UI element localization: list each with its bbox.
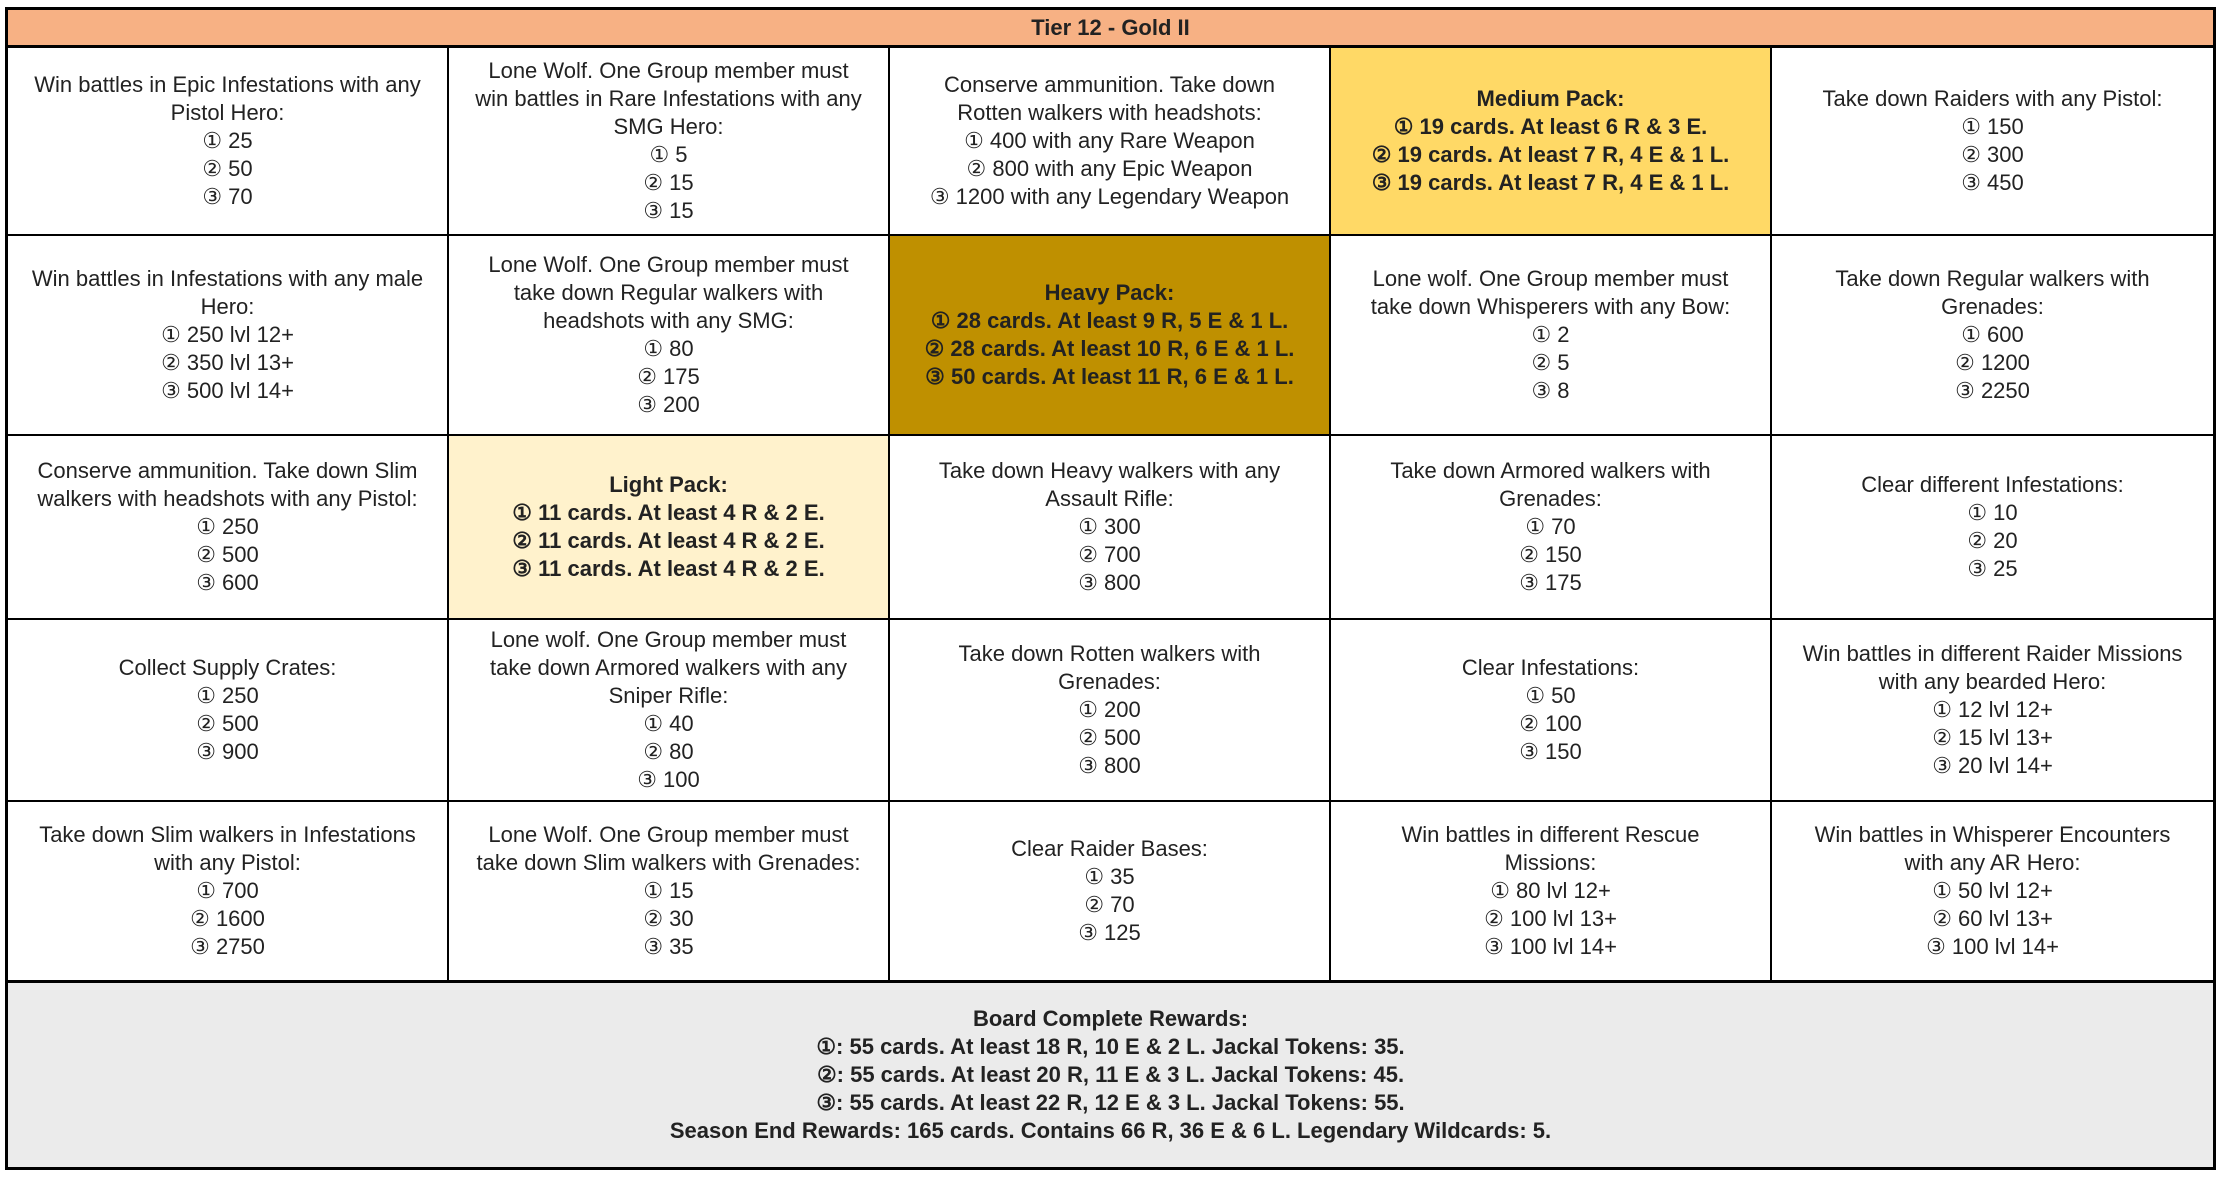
challenge-cell (1331, 620, 1772, 802)
challenge-cell (1772, 48, 2213, 236)
cell-text-line: ③ 15 (643, 198, 694, 223)
cell-text-line: Rotten walkers with headshots: (957, 100, 1262, 125)
cell-heading-line: Medium Pack: (1476, 86, 1625, 111)
cell-text-line: take down Regular walkers with (513, 280, 824, 305)
cell-text-line: ③ 70 (202, 184, 253, 209)
cell-text-line: ③ 20 lvl 14+ (1932, 753, 2053, 778)
cell-text-line: ① 40 (643, 711, 694, 736)
pack-reward-cell (449, 436, 890, 620)
cell-text-line: ① 150 (1961, 114, 2024, 139)
cell-text-line: ② 800 with any Epic Weapon (966, 156, 1253, 181)
cell-heading-line: Conserve ammunition. Take down (944, 72, 1275, 97)
cell-heading-line: Win battles in different Raider Missions (1802, 641, 2183, 666)
challenge-cell (1331, 436, 1772, 620)
cell-text-line: ① 12 lvl 12+ (1932, 697, 2053, 722)
cell-text-line: Sniper Rifle: (608, 683, 729, 708)
challenge-cell (1772, 620, 2213, 802)
board-title: Tier 12 - Gold II (8, 10, 2213, 48)
cell-heading-line: Lone Wolf. One Group member must (488, 58, 849, 83)
cell-text-line: ③ 8 (1531, 378, 1570, 403)
cell-text-line: ② 175 (637, 364, 700, 389)
cell-heading-line: Conserve ammunition. Take down Slim (37, 458, 418, 483)
cell-text-line: ② 500 (196, 542, 259, 567)
cell-text-line: ③ 150 (1519, 739, 1582, 764)
challenge-cell (890, 802, 1331, 982)
cell-text-line: ② 80 (643, 739, 694, 764)
cell-text-line: Missions: (1504, 850, 1597, 875)
cell-text-line: ① 80 (643, 336, 694, 361)
cell-text-line: ③ 2750 (190, 934, 265, 959)
footer-line: Season End Rewards: 165 cards. Contains 66 R, 36 E & 6 L. Legendary Wildcards: 5. (669, 1118, 1552, 1143)
cell-text-line: ③ 1200 with any Legendary Weapon (929, 184, 1290, 209)
challenge-cell (8, 436, 449, 620)
cell-text-line: ① 600 (1961, 322, 2024, 347)
cell-text-line: ② 350 lvl 13+ (161, 350, 294, 375)
cell-text-line: ① 300 (1078, 514, 1141, 539)
cell-text-line: ③ 600 (196, 570, 259, 595)
cell-text-line: ① 15 (643, 878, 694, 903)
cell-text-line: SMG Hero: (613, 114, 724, 139)
cell-text-line: ① 70 (1525, 514, 1576, 539)
cell-text-line: ② 15 lvl 13+ (1932, 725, 2053, 750)
cell-text-line: ② 20 (1967, 528, 2018, 553)
cell-text-line: ① 10 (1967, 500, 2018, 525)
cell-text-line: ③ 11 cards. At least 4 R & 2 E. (512, 556, 825, 581)
cell-text-line: ② 50 (202, 156, 253, 181)
cell-text-line: ③ 100 lvl 14+ (1926, 934, 2059, 959)
challenge-cell (890, 48, 1331, 236)
cell-text-line: ② 700 (1078, 542, 1141, 567)
cell-heading-line: Take down Armored walkers with (1390, 458, 1711, 483)
cell-text-line: with any AR Hero: (1904, 850, 2081, 875)
challenge-cell (1331, 802, 1772, 982)
pack-reward-cell (890, 236, 1331, 436)
footer-line: ②: 55 cards. At least 20 R, 11 E & 3 L. Jackal Tokens: 45. (816, 1062, 1405, 1087)
cell-text-line: ③ 19 cards. At least 7 R, 4 E & 1 L. (1371, 170, 1730, 195)
cell-text-line: ③ 800 (1078, 753, 1141, 778)
cell-text-line: ① 28 cards. At least 9 R, 5 E & 1 L. (930, 308, 1289, 333)
cell-text-line: ③ 50 cards. At least 11 R, 6 E & 1 L. (925, 364, 1294, 389)
footer-heading: Board Complete Rewards: (972, 1006, 1249, 1031)
cell-text-line: Grenades: (1499, 486, 1602, 511)
cell-text-line: ① 5 (649, 142, 688, 167)
challenge-cell (1772, 436, 2213, 620)
cell-text-line: ② 100 (1519, 711, 1582, 736)
cell-heading-line: Clear Raider Bases: (1011, 836, 1208, 861)
challenge-cell (8, 236, 449, 436)
cell-text-line: ① 700 (196, 878, 259, 903)
rewards-board (5, 7, 2216, 1170)
cell-heading-line: Lone wolf. One Group member must (1372, 266, 1729, 291)
cell-heading-line: Take down Heavy walkers with any (938, 458, 1281, 483)
cell-heading-line: Light Pack: (609, 472, 728, 497)
cell-text-line: ② 28 cards. At least 10 R, 6 E & 1 L. (924, 336, 1295, 361)
challenge-cell (1331, 236, 1772, 436)
cell-heading-line: Win battles in Whisperer Encounters (1814, 822, 2171, 847)
cell-heading-line: Lone Wolf. One Group member must (488, 252, 849, 277)
challenge-cell (1772, 802, 2213, 982)
cell-heading-line: Take down Rotten walkers with (958, 641, 1261, 666)
cell-text-line: ② 500 (196, 711, 259, 736)
cell-heading-line: Take down Slim walkers in Infestations (39, 822, 416, 847)
cell-text-line: ③ 100 (637, 767, 700, 792)
cell-text-line: ② 100 lvl 13+ (1484, 906, 1617, 931)
cell-text-line: ① 2 (1531, 322, 1570, 347)
cell-text-line: Grenades: (1058, 669, 1161, 694)
cell-heading-line: Heavy Pack: (1044, 280, 1175, 305)
cell-heading-line: Win battles in Infestations with any male (31, 266, 424, 291)
cell-text-line: ① 250 lvl 12+ (161, 322, 294, 347)
cell-heading-line: Collect Supply Crates: (118, 655, 337, 680)
pack-reward-cell (1331, 48, 1772, 236)
cell-text-line: ② 60 lvl 13+ (1932, 906, 2053, 931)
cell-text-line: ③ 25 (1967, 556, 2018, 581)
cell-text-line: ② 11 cards. At least 4 R & 2 E. (512, 528, 825, 553)
cell-text-line: ① 25 (202, 128, 253, 153)
board-complete-rewards (8, 982, 2213, 1167)
cell-text-line: ① 50 (1525, 683, 1576, 708)
cell-text-line: ③ 450 (1961, 170, 2024, 195)
cell-heading-line: Win battles in Epic Infestations with any (34, 72, 421, 97)
cell-text-line: ② 1200 (1955, 350, 2030, 375)
cell-text-line: Hero: (200, 294, 255, 319)
cell-text-line: ② 15 (643, 170, 694, 195)
cell-text-line: ③ 35 (643, 934, 694, 959)
cell-text-line: ① 250 (196, 683, 259, 708)
cell-text-line: ② 30 (643, 906, 694, 931)
challenge-cell (449, 802, 890, 982)
cell-text-line: ② 300 (1961, 142, 2024, 167)
cell-text-line: ② 150 (1519, 542, 1582, 567)
footer-line: ③: 55 cards. At least 22 R, 12 E & 3 L. Jackal Tokens: 55. (816, 1090, 1405, 1115)
cell-heading-line: Take down Raiders with any Pistol: (1822, 86, 2163, 111)
cell-text-line: ① 11 cards. At least 4 R & 2 E. (512, 500, 825, 525)
cell-text-line: ③ 500 lvl 14+ (161, 378, 294, 403)
cell-text-line: ① 250 (196, 514, 259, 539)
cell-text-line: with any Pistol: (154, 850, 301, 875)
cell-heading-line: Lone wolf. One Group member must (490, 627, 847, 652)
footer-line: ①: 55 cards. At least 18 R, 10 E & 2 L. Jackal Tokens: 35. (816, 1034, 1405, 1059)
cell-text-line: ③ 175 (1519, 570, 1582, 595)
cell-text-line: take down Armored walkers with any (489, 655, 848, 680)
cell-heading-line: Clear Infestations: (1461, 655, 1640, 680)
challenge-cell (890, 620, 1331, 802)
cell-text-line: ③ 100 lvl 14+ (1484, 934, 1617, 959)
cell-text-line: ② 500 (1078, 725, 1141, 750)
cell-text-line: ① 80 lvl 12+ (1490, 878, 1611, 903)
challenge-cell (8, 48, 449, 236)
cell-text-line: ① 50 lvl 12+ (1932, 878, 2053, 903)
cell-text-line: ① 19 cards. At least 6 R & 3 E. (1393, 114, 1708, 139)
challenge-cell (449, 620, 890, 802)
cell-text-line: ① 35 (1084, 864, 1135, 889)
cell-text-line: Grenades: (1941, 294, 2044, 319)
cell-heading-line: Lone Wolf. One Group member must (488, 822, 849, 847)
cell-text-line: ② 1600 (190, 906, 265, 931)
cell-text-line: ① 400 with any Rare Weapon (964, 128, 1255, 153)
cell-text-line: headshots with any SMG: (543, 308, 794, 333)
challenge-cell (890, 436, 1331, 620)
cell-heading-line: Clear different Infestations: (1861, 472, 2124, 497)
cell-text-line: Assault Rifle: (1045, 486, 1174, 511)
cell-heading-line: Win battles in different Rescue (1401, 822, 1700, 847)
cell-heading-line: Take down Regular walkers with (1835, 266, 2150, 291)
challenge-cell (1772, 236, 2213, 436)
cell-text-line: ① 200 (1078, 697, 1141, 722)
cell-text-line: take down Whisperers with any Bow: (1370, 294, 1731, 319)
challenge-cell (8, 802, 449, 982)
cell-text-line: ② 5 (1531, 350, 1570, 375)
challenge-cell (449, 236, 890, 436)
cell-text-line: ③ 900 (196, 739, 259, 764)
cell-text-line: ③ 800 (1078, 570, 1141, 595)
challenge-cell (449, 48, 890, 236)
cell-text-line: ③ 125 (1078, 920, 1141, 945)
cell-text-line: Pistol Hero: (170, 100, 285, 125)
cell-text-line: ② 19 cards. At least 7 R, 4 E & 1 L. (1371, 142, 1730, 167)
cell-text-line: ③ 2250 (1955, 378, 2030, 403)
cell-text-line: ② 70 (1084, 892, 1135, 917)
challenge-cell (8, 620, 449, 802)
cell-text-line: ③ 200 (637, 392, 700, 417)
cell-text-line: walkers with headshots with any Pistol: (37, 486, 418, 511)
cell-text-line: take down Slim walkers with Grenades: (476, 850, 861, 875)
cell-text-line: win battles in Rare Infestations with any (475, 86, 862, 111)
cell-text-line: with any bearded Hero: (1878, 669, 2107, 694)
